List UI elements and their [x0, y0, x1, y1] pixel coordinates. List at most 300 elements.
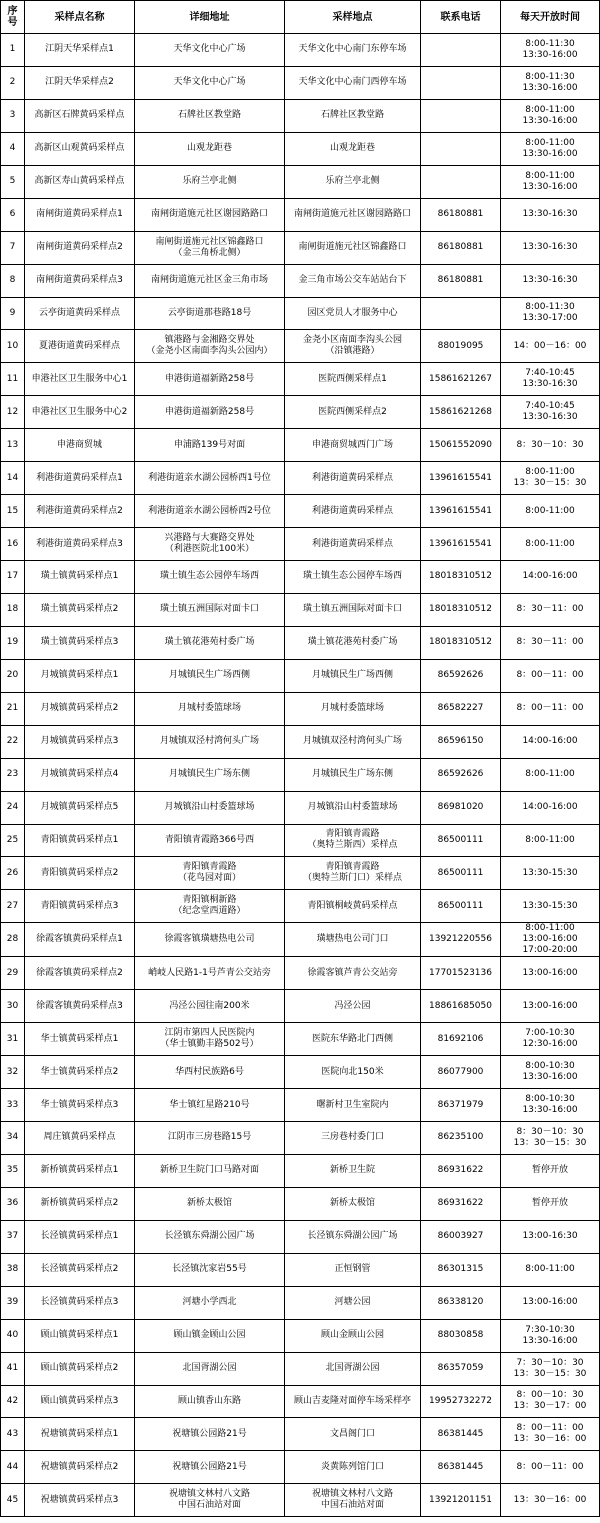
cell-hours: 8：30－10：30 [501, 429, 600, 462]
table-row [1, 1056, 600, 1089]
cell-name: 申港社区卫生服务中心2 [25, 396, 135, 429]
cell-address: 长泾镇东舜湖公园广场 [135, 1220, 285, 1253]
cell-address: 青阳镇桐新路 （纪念堂西道路） [135, 890, 285, 923]
table-row [1, 165, 600, 198]
cell-name: 青阳镇黄码采样点2 [25, 857, 135, 890]
cell-phone: 81692106 [421, 1023, 501, 1056]
cell-no: 31 [1, 1023, 25, 1056]
cell-phone: 17701523136 [421, 957, 501, 990]
cell-phone: 86338120 [421, 1286, 501, 1319]
table-row [1, 528, 600, 561]
cell-no: 45 [1, 1484, 25, 1517]
cell-hours: 7:30-10:30 13:30-16:00 [501, 1319, 600, 1352]
cell-phone: 13961615541 [421, 528, 501, 561]
cell-site: 金尧小区南面李沟头公园 （沿镇港路） [285, 330, 421, 363]
table-row [1, 1484, 600, 1517]
cell-phone: 86180881 [421, 264, 501, 297]
cell-site: 璜土镇生态公园停车场西 [285, 561, 421, 594]
cell-hours: 13:30-15:30 [501, 890, 600, 923]
cell-address: 冯泾公园往南200米 [135, 990, 285, 1023]
table-row [1, 593, 600, 626]
cell-hours: 14:00-16:00 [501, 791, 600, 824]
cell-name: 徐霞客镇黄码采样点2 [25, 957, 135, 990]
table-row [1, 990, 600, 1023]
cell-phone: 86180881 [421, 198, 501, 231]
table-row [1, 1089, 600, 1122]
cell-no: 17 [1, 561, 25, 594]
cell-hours: 8：30－11：00 [501, 593, 600, 626]
cell-name: 华士镇黄码采样点2 [25, 1056, 135, 1089]
cell-no: 24 [1, 791, 25, 824]
cell-phone: 86931622 [421, 1154, 501, 1187]
cell-name: 利港街道黄码采样点1 [25, 462, 135, 495]
cell-site: 璜土镇花港苑村委广场 [285, 626, 421, 659]
cell-no: 16 [1, 528, 25, 561]
cell-name: 璜土镇黄码采样点2 [25, 593, 135, 626]
cell-no: 23 [1, 758, 25, 791]
cell-name: 高新区寿山黄码采样点 [25, 165, 135, 198]
cell-phone: 86180881 [421, 231, 501, 264]
cell-hours: 7:00-10:30 12:30-16:00 [501, 1023, 600, 1056]
cell-address: 月城镇民生广场东侧 [135, 758, 285, 791]
table-row [1, 1451, 600, 1484]
table-row [1, 957, 600, 990]
cell-address: 青阳镇青霞路 （花鸟园对面） [135, 857, 285, 890]
cell-hours: 8：00－11：00 [501, 1451, 600, 1484]
table-row [1, 1187, 600, 1220]
cell-site: 医院西侧采样点1 [285, 363, 421, 396]
cell-name: 月城镇黄码采样点3 [25, 725, 135, 758]
cell-name: 夏港街道黄码采样点 [25, 330, 135, 363]
table-row [1, 198, 600, 231]
cell-address: 顾山镇香山东路 [135, 1385, 285, 1418]
cell-name: 江阴天华采样点1 [25, 34, 135, 67]
cell-address: 乐府兰亭北侧 [135, 165, 285, 198]
cell-site: 顾山吉麦隆对面停车场采样亭 [285, 1385, 421, 1418]
cell-no: 7 [1, 231, 25, 264]
cell-no: 11 [1, 363, 25, 396]
cell-phone: 86003927 [421, 1220, 501, 1253]
cell-name: 申港社区卫生服务中心1 [25, 363, 135, 396]
cell-site: 月城镇民生广场西侧 [285, 659, 421, 692]
cell-hours: 7:40-10:45 13:30-16:30 [501, 363, 600, 396]
cell-phone: 86981020 [421, 791, 501, 824]
cell-phone: 86357059 [421, 1352, 501, 1385]
cell-site: 山观龙距巷 [285, 132, 421, 165]
cell-name: 月城镇黄码采样点4 [25, 758, 135, 791]
cell-site: 南闸街道施元社区谢园路路口 [285, 198, 421, 231]
cell-name: 新桥镇黄码采样点2 [25, 1187, 135, 1220]
cell-site: 青阳镇桐岐黄码采样点 [285, 890, 421, 923]
table-row [1, 1286, 600, 1319]
cell-site: 璜土镇五洲国际对面卡口 [285, 593, 421, 626]
cell-address: 申浦路139号对面 [135, 429, 285, 462]
cell-no: 12 [1, 396, 25, 429]
cell-site: 石牌社区教堂路 [285, 99, 421, 132]
cell-no: 9 [1, 297, 25, 330]
cell-hours: 8:00-11:00 [501, 495, 600, 528]
cell-address: 南闸街道施元社区锦鑫路口 （金三角桥北侧） [135, 231, 285, 264]
cell-site: 医院向北150米 [285, 1056, 421, 1089]
cell-phone: 13961615541 [421, 462, 501, 495]
cell-no: 3 [1, 99, 25, 132]
cell-phone: 15061552090 [421, 429, 501, 462]
cell-no: 20 [1, 659, 25, 692]
cell-name: 长泾镇黄码采样点3 [25, 1286, 135, 1319]
cell-site: 青阳镇青霞路 （奥特兰斯西）采样点 [285, 824, 421, 857]
cell-address: 月城镇双泾村湾何头广场 [135, 725, 285, 758]
cell-no: 40 [1, 1319, 25, 1352]
cell-hours: 13:30-16:30 [501, 198, 600, 231]
cell-hours: 8：00－11：00 [501, 659, 600, 692]
cell-no: 15 [1, 495, 25, 528]
cell-phone: 19952732272 [421, 1385, 501, 1418]
cell-name: 青阳镇黄码采样点3 [25, 890, 135, 923]
cell-name: 江阴天华采样点2 [25, 66, 135, 99]
cell-hours: 13:30-16:30 [501, 231, 600, 264]
cell-site: 申港商贸城西门广场 [285, 429, 421, 462]
cell-address: 镇港路与金湘路交界处 （金尧小区南面李沟头公园内） [135, 330, 285, 363]
table-row [1, 66, 600, 99]
cell-name: 祝塘镇黄码采样点1 [25, 1418, 135, 1451]
cell-hours: 14：00－16：00 [501, 330, 600, 363]
cell-hours: 8:00-10:30 13:30-16:00 [501, 1056, 600, 1089]
cell-address: 云亭街道那巷路18号 [135, 297, 285, 330]
cell-hours: 8:00-11:00 13:30-16:00 [501, 165, 600, 198]
cell-site: 青阳镇青霞路 （奥特兰斯门口）采样点 [285, 857, 421, 890]
cell-no: 19 [1, 626, 25, 659]
cell-name: 顾山镇黄码采样点3 [25, 1385, 135, 1418]
table-row [1, 1220, 600, 1253]
cell-address: 华士镇红星路210号 [135, 1089, 285, 1122]
table-row [1, 1253, 600, 1286]
table-row [1, 923, 600, 957]
cell-hours: 13:30-16:30 [501, 264, 600, 297]
cell-hours: 8：30－11：00 [501, 626, 600, 659]
table-row [1, 626, 600, 659]
cell-address: 峭岐人民路1-1号芦青公交站旁 [135, 957, 285, 990]
cell-name: 云亭街道黄码采样点 [25, 297, 135, 330]
table-row [1, 1385, 600, 1418]
table-row [1, 659, 600, 692]
cell-address: 祝塘镇公园路21号 [135, 1451, 285, 1484]
cell-phone [421, 132, 501, 165]
cell-no: 41 [1, 1352, 25, 1385]
table-row [1, 561, 600, 594]
cell-hours: 8：00－11：00 [501, 692, 600, 725]
cell-no: 18 [1, 593, 25, 626]
cell-hours: 暂停开放 [501, 1187, 600, 1220]
cell-address: 顾山镇金顾山公园 [135, 1319, 285, 1352]
cell-site: 长泾镇东舜湖公园广场 [285, 1220, 421, 1253]
cell-name: 长泾镇黄码采样点1 [25, 1220, 135, 1253]
cell-name: 月城镇黄码采样点2 [25, 692, 135, 725]
cell-hours: 7:40-10:45 13:30-16:30 [501, 396, 600, 429]
cell-name: 顾山镇黄码采样点1 [25, 1319, 135, 1352]
cell-site: 新桥卫生院 [285, 1154, 421, 1187]
cell-name: 祝塘镇黄码采样点3 [25, 1484, 135, 1517]
cell-phone: 13921201151 [421, 1484, 501, 1517]
cell-hours: 8:00-11:30 13:30-16:00 [501, 34, 600, 67]
cell-phone: 86931622 [421, 1187, 501, 1220]
cell-name: 长泾镇黄码采样点2 [25, 1253, 135, 1286]
table-row [1, 692, 600, 725]
table-row [1, 363, 600, 396]
cell-address: 祝塘镇文林村八文路 中国石油站对面 [135, 1484, 285, 1517]
header-no: 序号 [1, 1, 25, 34]
cell-no: 6 [1, 198, 25, 231]
cell-no: 5 [1, 165, 25, 198]
cell-address: 长泾镇沈家岩55号 [135, 1253, 285, 1286]
cell-address: 祝塘镇公园路21号 [135, 1418, 285, 1451]
cell-hours: 8：00－10：30 13：30－17：00 [501, 1385, 600, 1418]
table-row [1, 1352, 600, 1385]
cell-no: 13 [1, 429, 25, 462]
cell-site: 北国胥湖公园 [285, 1352, 421, 1385]
cell-hours: 8:00-11:00 13:00-16:00 17:00-20:00 [501, 923, 600, 957]
cell-hours: 13:00-16:00 [501, 1286, 600, 1319]
cell-hours: 8:00-11:30 13:30-17:00 [501, 297, 600, 330]
cell-phone: 15861621268 [421, 396, 501, 429]
table-row [1, 396, 600, 429]
cell-hours: 13:00-16:00 [501, 957, 600, 990]
cell-address: 江阴市第四人民医院内 （华士镇勤丰路502号） [135, 1023, 285, 1056]
cell-phone: 18018310512 [421, 626, 501, 659]
cell-hours: 8:00-11:30 13:30-16:00 [501, 66, 600, 99]
cell-hours: 14:00-16:00 [501, 561, 600, 594]
cell-no: 28 [1, 923, 25, 957]
cell-no: 42 [1, 1385, 25, 1418]
cell-address: 申港街道福新路258号 [135, 363, 285, 396]
cell-no: 14 [1, 462, 25, 495]
cell-no: 26 [1, 857, 25, 890]
cell-phone: 13921220556 [421, 923, 501, 957]
table-row [1, 1418, 600, 1451]
cell-hours: 暂停开放 [501, 1154, 600, 1187]
cell-hours: 8:00-11:00 [501, 824, 600, 857]
cell-name: 新桥镇黄码采样点1 [25, 1154, 135, 1187]
cell-site: 金三角市场公交车站站台下 [285, 264, 421, 297]
cell-site: 璜塘热电公司门口 [285, 923, 421, 957]
cell-phone: 88030858 [421, 1319, 501, 1352]
cell-phone: 15861621267 [421, 363, 501, 396]
cell-hours: 13:00-16:00 [501, 990, 600, 1023]
cell-address: 申港街道福新路258号 [135, 396, 285, 429]
table-row [1, 99, 600, 132]
cell-name: 周庄镇黄码采样点 [25, 1122, 135, 1155]
table-row [1, 890, 600, 923]
cell-no: 2 [1, 66, 25, 99]
cell-no: 30 [1, 990, 25, 1023]
cell-address: 新桥太极馆 [135, 1187, 285, 1220]
cell-site: 月城镇沿山村委篮球场 [285, 791, 421, 824]
cell-no: 34 [1, 1122, 25, 1155]
cell-site: 天华文化中心南门东停车场 [285, 34, 421, 67]
cell-site: 新桥太极馆 [285, 1187, 421, 1220]
cell-no: 29 [1, 957, 25, 990]
cell-phone [421, 99, 501, 132]
table-row [1, 34, 600, 67]
table-row [1, 297, 600, 330]
cell-address: 月城镇沿山村委篮球场 [135, 791, 285, 824]
cell-hours: 8:00-11:00 13:30-16:00 [501, 132, 600, 165]
cell-address: 天华文化中心广场 [135, 66, 285, 99]
cell-name: 华士镇黄码采样点3 [25, 1089, 135, 1122]
cell-phone [421, 34, 501, 67]
cell-phone: 18018310512 [421, 593, 501, 626]
cell-site: 乐府兰亭北侧 [285, 165, 421, 198]
cell-no: 22 [1, 725, 25, 758]
cell-address: 华西村民族路6号 [135, 1056, 285, 1089]
cell-no: 44 [1, 1451, 25, 1484]
cell-no: 32 [1, 1056, 25, 1089]
cell-phone: 86500111 [421, 890, 501, 923]
cell-phone: 86592626 [421, 659, 501, 692]
cell-hours: 8:00-11:00 [501, 758, 600, 791]
cell-no: 4 [1, 132, 25, 165]
table-row [1, 857, 600, 890]
cell-site: 天华文化中心南门西停车场 [285, 66, 421, 99]
cell-no: 8 [1, 264, 25, 297]
cell-no: 37 [1, 1220, 25, 1253]
table-row [1, 1154, 600, 1187]
cell-hours: 7：30－10：30 13：30－15：30 [501, 1352, 600, 1385]
table-row [1, 429, 600, 462]
table-row [1, 824, 600, 857]
cell-phone: 86381445 [421, 1451, 501, 1484]
cell-name: 璜土镇黄码采样点1 [25, 561, 135, 594]
cell-phone: 18861685050 [421, 990, 501, 1023]
table-row [1, 264, 600, 297]
cell-no: 27 [1, 890, 25, 923]
header-site: 采样地点 [285, 1, 421, 34]
cell-site: 利港街道黄码采样点 [285, 528, 421, 561]
cell-name: 高新区石牌黄码采样点 [25, 99, 135, 132]
cell-phone [421, 165, 501, 198]
cell-address: 江阴市三房巷路15号 [135, 1122, 285, 1155]
cell-phone: 13961615541 [421, 495, 501, 528]
cell-hours: 8:00-10:30 13:30-16:00 [501, 1089, 600, 1122]
header-row [1, 1, 600, 34]
cell-address: 北国胥湖公园 [135, 1352, 285, 1385]
cell-address: 石牌社区教堂路 [135, 99, 285, 132]
header-hours: 每天开放时间 [501, 1, 600, 34]
table-row [1, 330, 600, 363]
table-row [1, 791, 600, 824]
cell-no: 43 [1, 1418, 25, 1451]
cell-address: 兴港路与大赛路交界处 （利港医院北100米） [135, 528, 285, 561]
cell-phone: 86596150 [421, 725, 501, 758]
cell-phone: 86500111 [421, 824, 501, 857]
cell-site: 医院东华路北门西侧 [285, 1023, 421, 1056]
cell-name: 高新区山观黄码采样点 [25, 132, 135, 165]
cell-name: 利港街道黄码采样点2 [25, 495, 135, 528]
cell-hours: 8:00-11:00 [501, 1253, 600, 1286]
cell-name: 华士镇黄码采样点1 [25, 1023, 135, 1056]
cell-site: 顾山金顾山公园 [285, 1319, 421, 1352]
cell-site: 月城镇民生广场东侧 [285, 758, 421, 791]
cell-address: 山观龙距巷 [135, 132, 285, 165]
cell-hours: 13:00-16:30 [501, 1220, 600, 1253]
cell-no: 33 [1, 1089, 25, 1122]
cell-hours: 8:00-11:00 [501, 528, 600, 561]
cell-name: 南闸街道黄码采样点2 [25, 231, 135, 264]
cell-site: 南闸街道施元社区锦鑫路口 [285, 231, 421, 264]
cell-phone: 86077900 [421, 1056, 501, 1089]
table-row [1, 462, 600, 495]
cell-phone: 86235100 [421, 1122, 501, 1155]
cell-name: 青阳镇黄码采样点1 [25, 824, 135, 857]
cell-phone: 88019095 [421, 330, 501, 363]
cell-hours: 8：00－11：00 13：30－16：00 [501, 1418, 600, 1451]
cell-phone: 86500111 [421, 857, 501, 890]
cell-site: 河塘公园 [285, 1286, 421, 1319]
cell-site: 曙新村卫生室院内 [285, 1089, 421, 1122]
cell-no: 38 [1, 1253, 25, 1286]
cell-address: 璜土镇花港苑村委广场 [135, 626, 285, 659]
table-row [1, 495, 600, 528]
cell-no: 36 [1, 1187, 25, 1220]
cell-address: 利港街道亲水湖公园桥西1号位 [135, 462, 285, 495]
cell-site: 利港街道黄码采样点 [285, 495, 421, 528]
cell-name: 祝塘镇黄码采样点2 [25, 1451, 135, 1484]
cell-site: 祝塘镇文林村八文路 中国石油站对面 [285, 1484, 421, 1517]
table-body [1, 34, 600, 1517]
cell-hours: 14:00-16:00 [501, 725, 600, 758]
cell-site: 炎黄陈列馆门口 [285, 1451, 421, 1484]
cell-no: 21 [1, 692, 25, 725]
cell-phone: 86371979 [421, 1089, 501, 1122]
header-address: 详细地址 [135, 1, 285, 34]
cell-address: 青阳镇青霞路366号西 [135, 824, 285, 857]
cell-no: 25 [1, 824, 25, 857]
cell-hours: 13:30-15:30 [501, 857, 600, 890]
cell-site: 徐霞客镇芦青公交站旁 [285, 957, 421, 990]
cell-address: 利港街道亲水湖公园桥西2号位 [135, 495, 285, 528]
cell-phone: 86582227 [421, 692, 501, 725]
cell-site: 文昌阁门口 [285, 1418, 421, 1451]
cell-no: 1 [1, 34, 25, 67]
cell-phone: 86592626 [421, 758, 501, 791]
cell-hours: 8:00-11:00 13：30－15：30 [501, 462, 600, 495]
cell-name: 月城镇黄码采样点5 [25, 791, 135, 824]
cell-name: 利港街道黄码采样点3 [25, 528, 135, 561]
cell-site: 冯泾公园 [285, 990, 421, 1023]
cell-site: 正恒钢管 [285, 1253, 421, 1286]
cell-name: 璜土镇黄码采样点3 [25, 626, 135, 659]
cell-name: 徐霞客镇黄码采样点1 [25, 923, 135, 957]
cell-address: 新桥卫生院门口马路对面 [135, 1154, 285, 1187]
cell-site: 三房巷村委门口 [285, 1122, 421, 1155]
cell-phone [421, 297, 501, 330]
cell-name: 徐霞客镇黄码采样点3 [25, 990, 135, 1023]
cell-site: 月城村委篮球场 [285, 692, 421, 725]
cell-address: 河塘小学西北 [135, 1286, 285, 1319]
cell-site: 利港街道黄码采样点 [285, 462, 421, 495]
cell-address: 徐霞客镇璜塘热电公司 [135, 923, 285, 957]
cell-name: 申港商贸城 [25, 429, 135, 462]
header-phone: 联系电话 [421, 1, 501, 34]
cell-no: 35 [1, 1154, 25, 1187]
cell-hours: 8:00-11:00 13:30-16:00 [501, 99, 600, 132]
cell-address: 月城镇民生广场西侧 [135, 659, 285, 692]
table-row [1, 725, 600, 758]
cell-phone: 86301315 [421, 1253, 501, 1286]
table-row [1, 1023, 600, 1056]
cell-address: 月城村委篮球场 [135, 692, 285, 725]
header-name: 采样点名称 [25, 1, 135, 34]
cell-address: 南闸街道施元社区金三角市场 [135, 264, 285, 297]
